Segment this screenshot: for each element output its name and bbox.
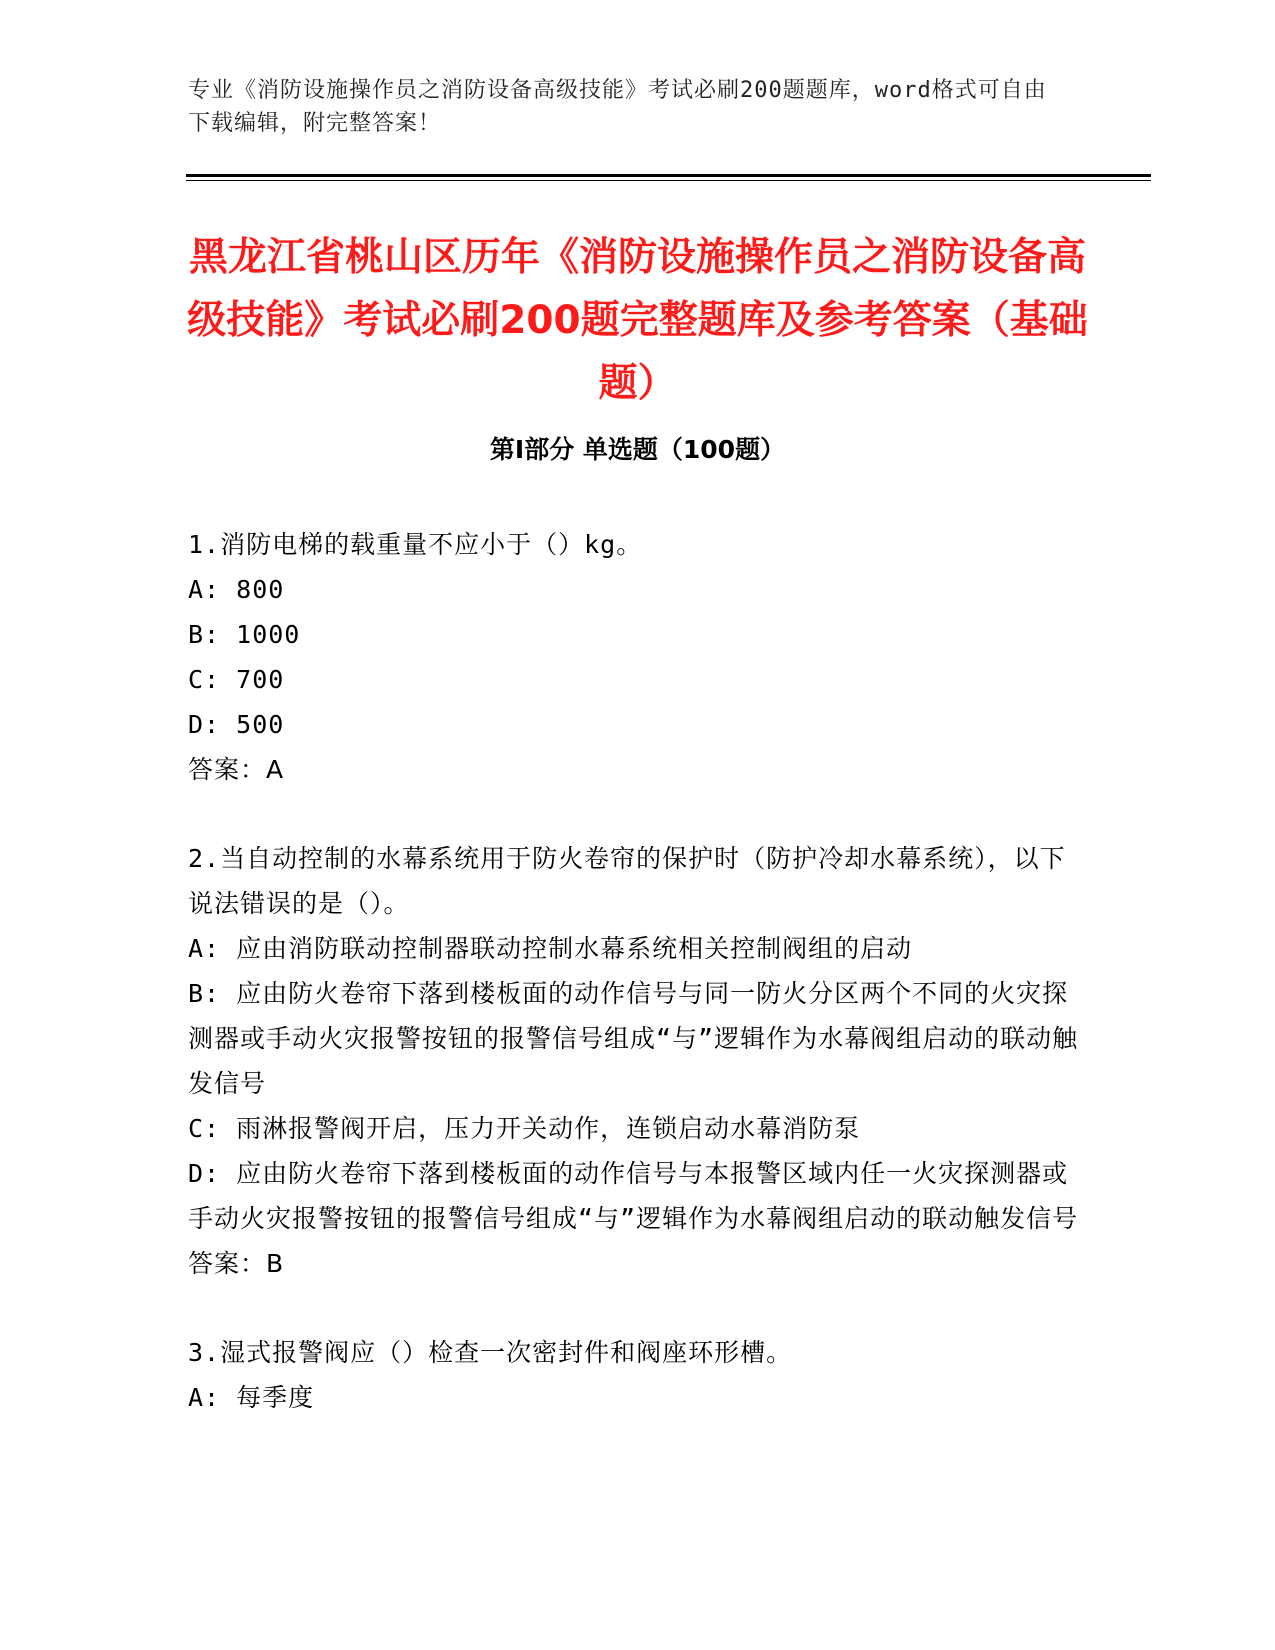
option-d: D: 应由防火卷帘下落到楼板面的动作信号与本报警区域内任一火灾探测器或手动火灾报警按钮的报警信号组成“与”逻辑作为水幕阀组启动的联动触发信号 <box>188 1159 1079 1233</box>
option-d: D: 500 <box>188 710 285 739</box>
answer-line: 答案：A <box>188 755 285 784</box>
header-divider-thick <box>186 174 1151 177</box>
header-note: 专业《消防设施操作员之消防设备高级技能》考试必刷200题题库，word格式可自由下载编辑，附完整答案！ <box>188 78 1047 136</box>
option-a: A: 800 <box>188 575 285 604</box>
option-a: A: 每季度 <box>188 1383 315 1412</box>
header-divider-thin <box>186 180 1151 181</box>
option-a: A: 应由消防联动控制器联动控制水幕系统相关控制阀组的启动 <box>188 934 913 963</box>
question-2 <box>188 836 1088 1286</box>
option-b: B: 应由防火卷帘下落到楼板面的动作信号与同一防火分区两个不同的火灾探测器或手动火灾报警按钮的报警信号组成“与”逻辑作为水幕阀组启动的联动触发信号 <box>188 979 1079 1098</box>
question-stem: 2.当自动控制的水幕系统用于防火卷帘的保护时（防护冷却水幕系统），以下说法错误的是（）。 <box>188 844 1066 918</box>
question-1 <box>188 522 1088 792</box>
option-b: B: 1000 <box>188 620 301 649</box>
question-list <box>188 522 1088 1464</box>
question-3 <box>188 1330 1088 1420</box>
option-c: C: 雨淋报警阀开启，压力开关动作，连锁启动水幕消防泵 <box>188 1114 861 1143</box>
question-stem: 3.湿式报警阀应（）检查一次密封件和阀座环形槽。 <box>188 1338 793 1367</box>
option-c: C: 700 <box>188 665 285 694</box>
section-heading: 第I部分 单选题（100题） <box>489 435 786 464</box>
document-title: 黑龙江省桃山区历年《消防设施操作员之消防设备高级技能》考试必刷200题完整题库及参考答案（基础题） <box>187 235 1088 406</box>
answer-line: 答案：B <box>188 1249 285 1278</box>
question-stem: 1.消防电梯的载重量不应小于（）kg。 <box>188 530 643 559</box>
